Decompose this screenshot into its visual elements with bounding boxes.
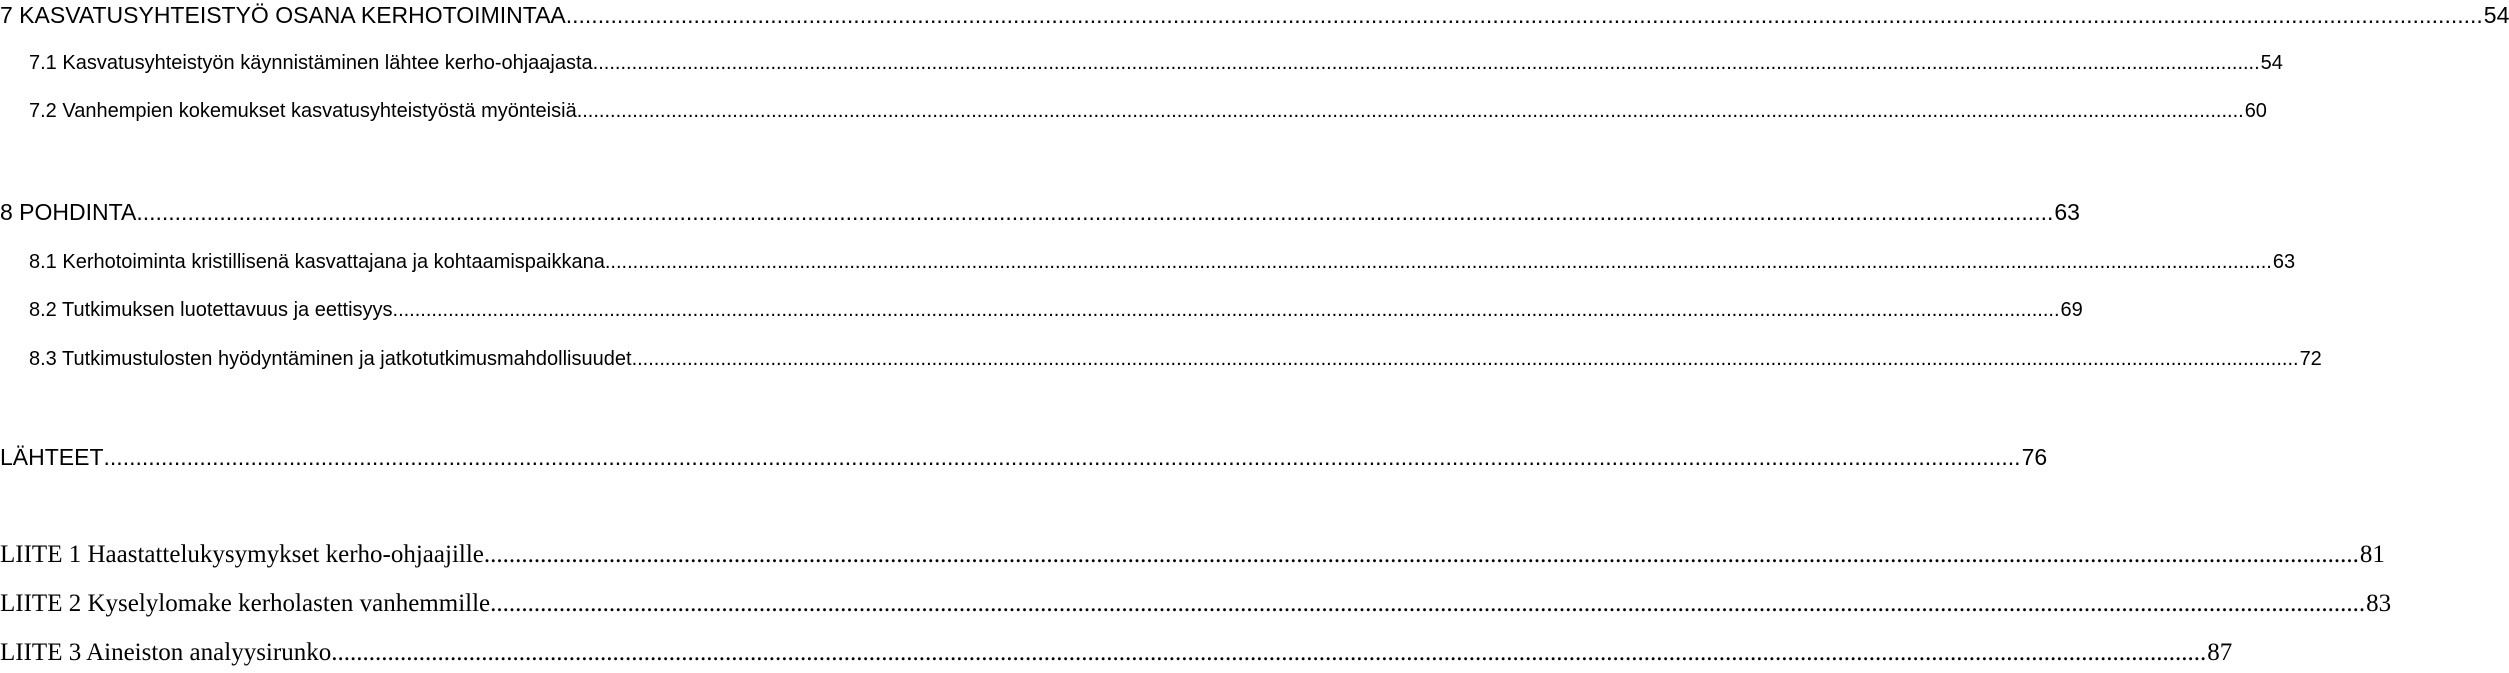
toc-entry-appendix-3[interactable] <box>0 633 2233 673</box>
toc-entry-title: 7.2 Vanhempien kokemukset kasvatusyhteistyöstä myönteisiä <box>29 100 577 122</box>
toc-entry-appendix-2[interactable] <box>0 584 2392 624</box>
toc-entry-page: 54 <box>2260 52 2283 74</box>
toc-entry-page: 87 <box>2207 639 2233 666</box>
toc-entry-page: 63 <box>2054 199 2080 225</box>
toc-entry-title: 7.1 Kasvatusyhteistyön käynnistäminen lähtee kerho-ohjaajasta <box>29 52 593 74</box>
toc-leader-dots: ............................................................................................................................................................................................................................................................................................................ <box>592 52 2260 74</box>
toc-leader-dots: ............................................................................................................................................................................................................................................................................................................ <box>103 444 2021 470</box>
toc-entry-section-7-1[interactable] <box>0 43 2283 83</box>
toc-entry-page: 72 <box>2299 348 2322 370</box>
toc-entry-title: 7 KASVATUSYHTEISTYÖ OSANA KERHOTOIMINTAA <box>0 2 566 28</box>
toc-entry-section-8-2[interactable] <box>0 290 2083 330</box>
toc-entry-title: LIITE 2 Kyselylomake kerholasten vanhemmille <box>0 590 491 617</box>
toc-entry-title: 8 POHDINTA <box>0 199 137 225</box>
toc-leader-dots: ............................................................................................................................................................................................................................................................................................................ <box>490 590 2366 617</box>
toc-leader-dots: ............................................................................................................................................................................................................................................................................................................ <box>604 251 2272 273</box>
toc-entry-page: 76 <box>2021 444 2048 470</box>
toc-leader-dots: ............................................................................................................................................................................................................................................................................................................ <box>576 100 2244 122</box>
toc-entry-page: 81 <box>2359 541 2385 568</box>
toc-entry-chapter-8[interactable] <box>0 192 2080 232</box>
toc-entry-title: LÄHTEET <box>0 444 104 470</box>
toc-entry-chapter-7[interactable] <box>0 0 2509 35</box>
toc-entry-section-8-1[interactable] <box>0 242 2296 282</box>
toc-leader-dots: ............................................................................................................................................................................................................................................................................................................ <box>631 348 2299 370</box>
toc-leader-dots: ............................................................................................................................................................................................................................................................................................................ <box>483 541 2359 568</box>
toc-leader-dots: ............................................................................................................................................................................................................................................................................................................ <box>331 639 2207 666</box>
toc-leader-dots: ............................................................................................................................................................................................................................................................................................................ <box>565 2 2483 28</box>
toc-entry-page: 83 <box>2366 590 2392 617</box>
toc-entry-page: 54 <box>2483 2 2509 28</box>
toc-entry-title: 8.3 Tutkimustulosten hyödyntäminen ja jatkotutkimusmahdollisuudet <box>29 348 632 370</box>
toc-entry-page: 69 <box>2060 299 2083 321</box>
toc-entry-title: LIITE 3 Aineiston analyysirunko <box>0 639 332 666</box>
toc-leader-dots: ............................................................................................................................................................................................................................................................................................................ <box>392 299 2060 321</box>
toc-entry-appendix-1[interactable] <box>0 535 2385 575</box>
toc-entry-title: 8.2 Tutkimuksen luotettavuus ja eettisyys <box>29 299 393 321</box>
toc-leader-dots: ............................................................................................................................................................................................................................................................................................................ <box>136 199 2054 225</box>
toc-entry-section-7-2[interactable] <box>0 91 2267 131</box>
toc-entry-page: 60 <box>2244 100 2267 122</box>
toc-entry-section-8-3[interactable] <box>0 339 2322 379</box>
toc-entry-references[interactable] <box>0 437 2048 477</box>
toc-entry-page: 63 <box>2272 251 2296 273</box>
toc-entry-title: LIITE 1 Haastattelukysymykset kerho-ohjaajille <box>0 541 484 568</box>
toc-entry-title: 8.1 Kerhotoiminta kristillisenä kasvattajana ja kohtaamispaikkana <box>29 251 605 273</box>
